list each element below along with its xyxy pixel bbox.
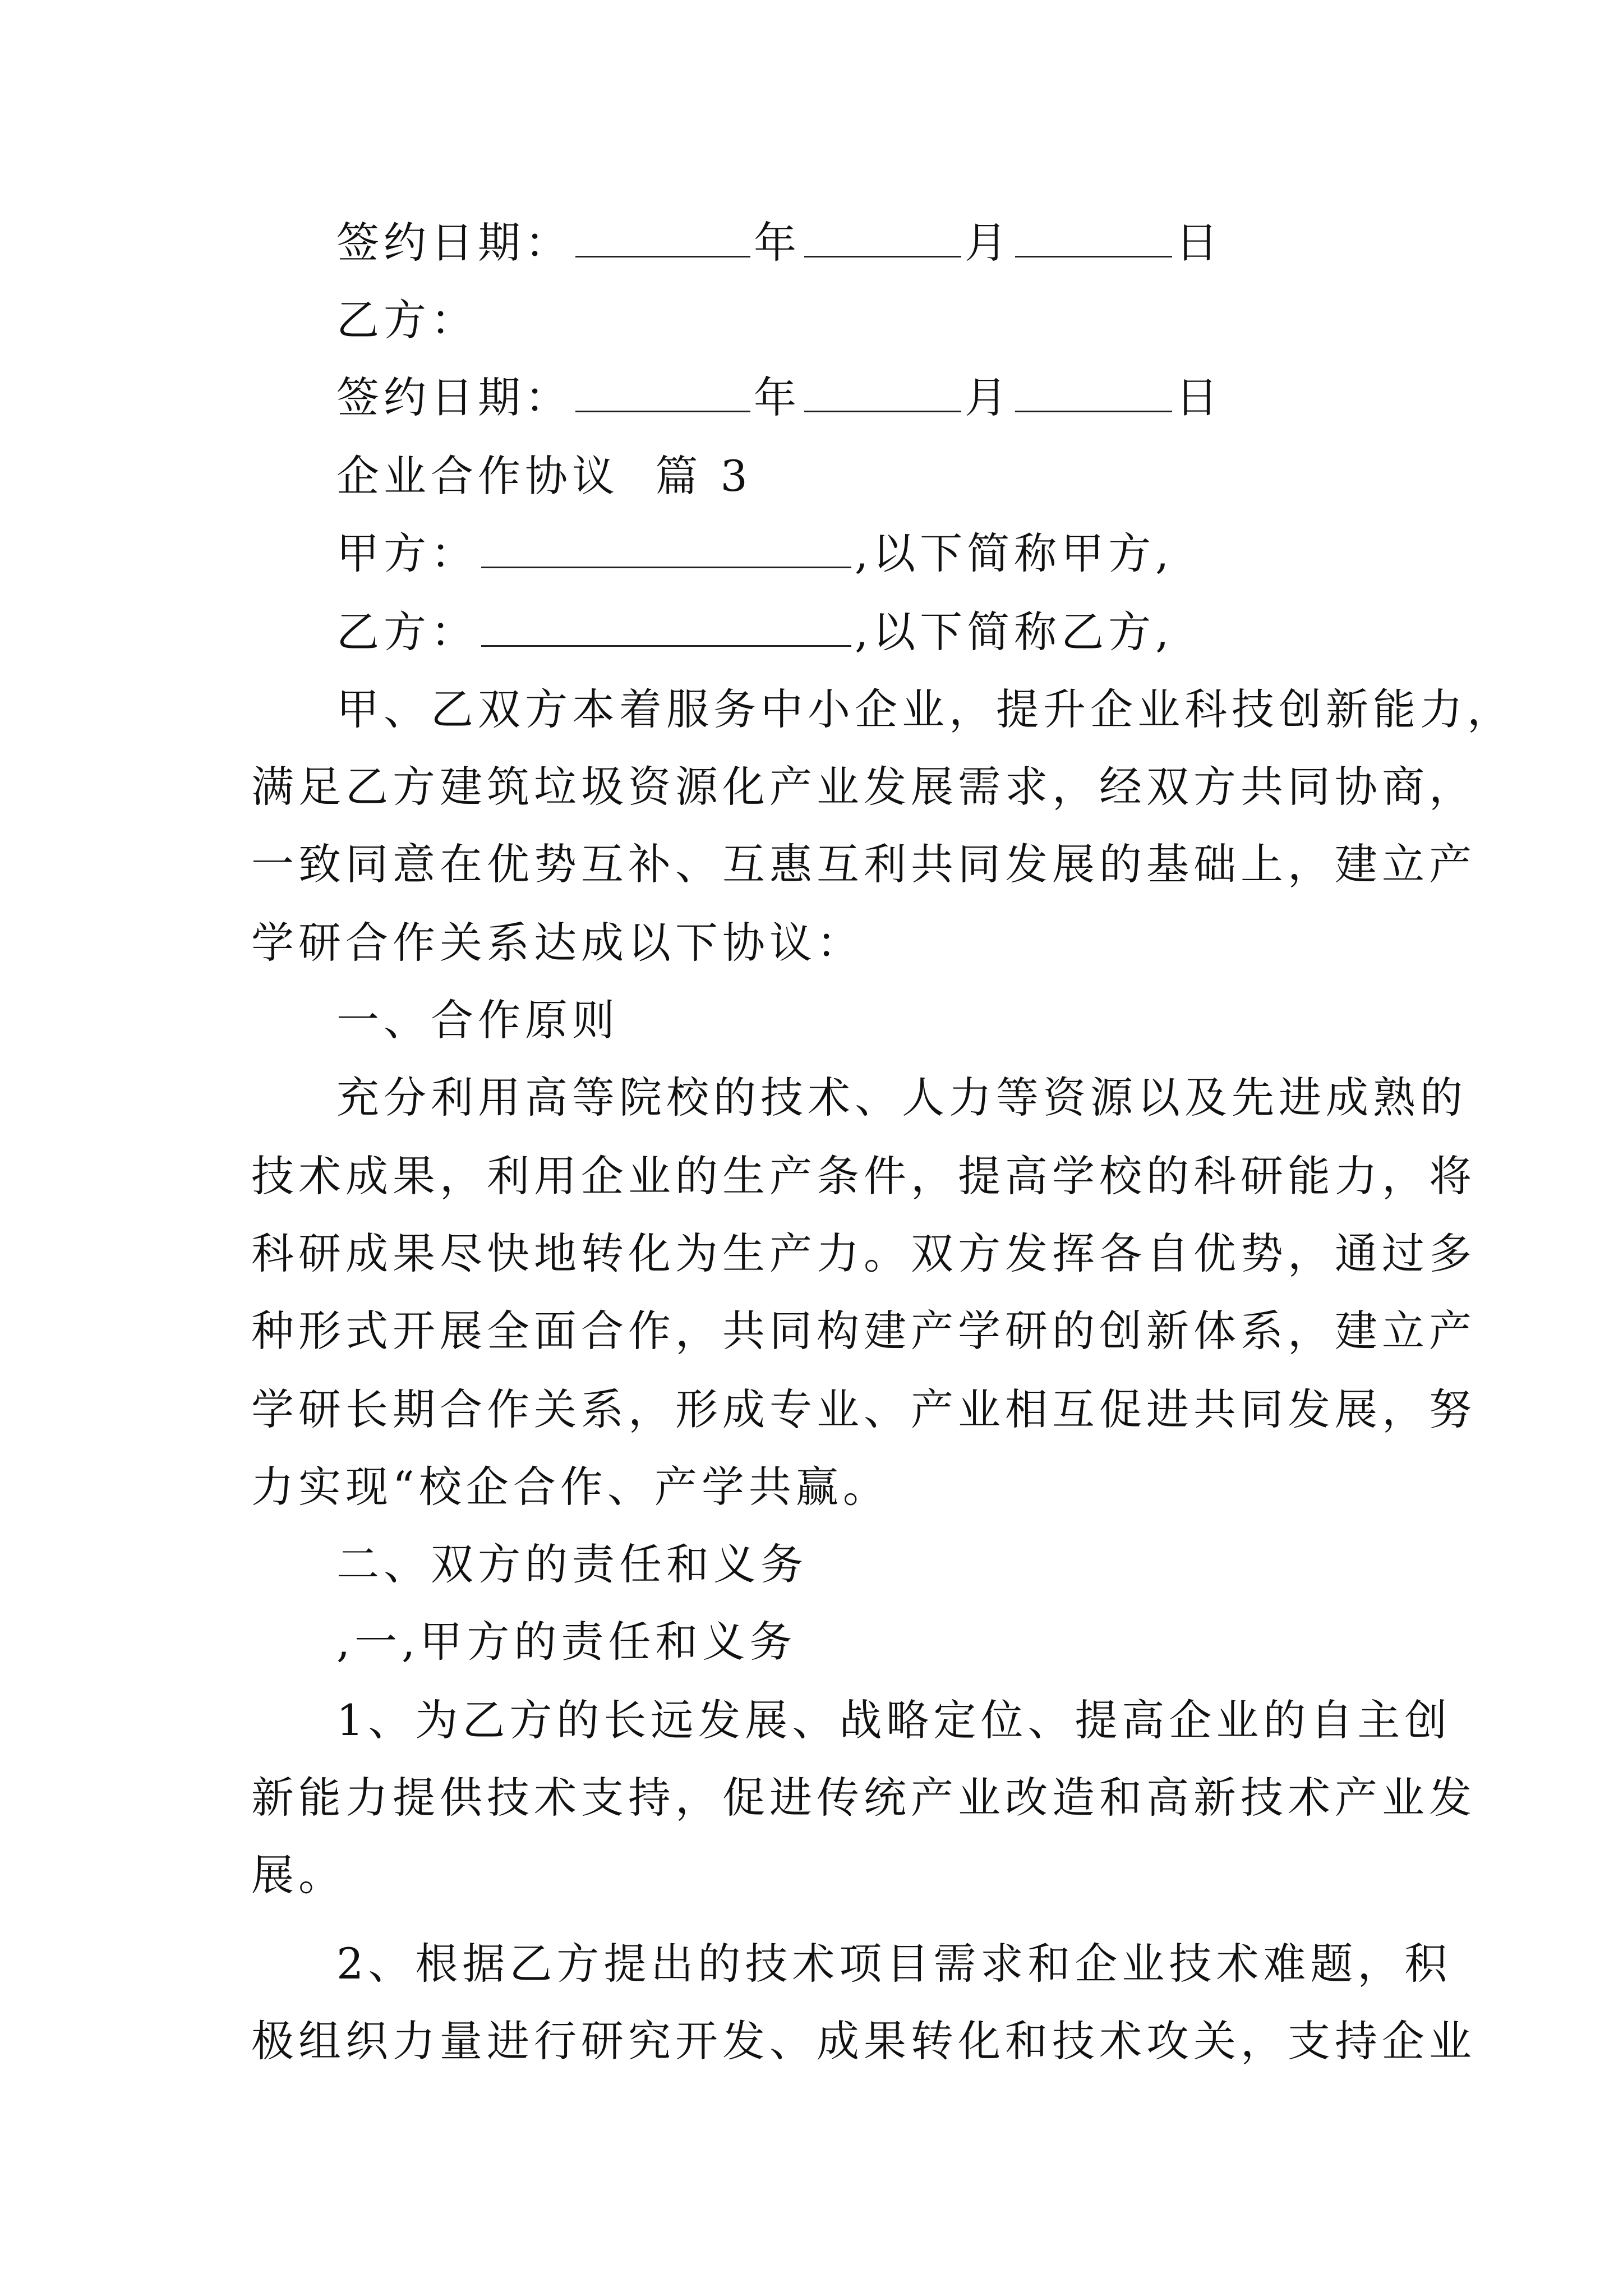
intro-line: 学研合作关系达成以下协议：: [251, 918, 864, 968]
principles-line: 科研成果尽快地转化为生产力。双方发挥各自优势，通过多: [251, 1228, 1476, 1278]
year-blank: [575, 375, 750, 412]
item-1-line: 新能力提供技术支持，促进传统产业改造和高新技术产业发: [251, 1773, 1476, 1823]
heading-cooperation-principles: 一、合作原则: [336, 995, 619, 1045]
party-b-blank: [481, 609, 851, 647]
principles-line: 种形式开展全面合作，共同构建产学研的创新体系，建立产: [251, 1306, 1476, 1356]
year-label: 年: [754, 218, 801, 268]
day-blank: [1015, 220, 1172, 257]
item-2-line: 极组织力量进行研究开发、成果转化和技术攻关，支持企业: [251, 2016, 1476, 2066]
item-2-line: 2、根据乙方提出的技术项目需求和企业技术难题，积: [336, 1939, 1452, 1989]
day-blank: [1015, 375, 1172, 412]
day-label: 日: [1175, 372, 1223, 422]
principles-line: 充分利用高等院校的技术、人力等资源以及先进成熟的: [336, 1073, 1467, 1122]
intro-line: 甲、乙双方本着服务中小企业，提升企业科技创新能力，: [336, 684, 1514, 734]
month-label: 月: [965, 372, 1012, 422]
signing-date-line-2: [336, 371, 1223, 425]
signing-date-label: 签约日期：: [336, 218, 572, 268]
party-b-line: [336, 605, 1173, 659]
party-b-label: 乙方：: [336, 607, 478, 657]
party-b-suffix: ,以下简称乙方,: [855, 607, 1174, 657]
principles-line: 学研长期合作关系，形成专业、产业相互促进共同发展，努: [251, 1384, 1476, 1434]
party-b-label: 乙方：: [336, 295, 478, 345]
year-blank: [575, 220, 750, 257]
party-a-suffix: ,以下简称甲方,: [855, 528, 1174, 578]
party-a-line: [336, 527, 1173, 581]
item-1-line: 1、为乙方的长远发展、战略定位、提高企业的自主创: [336, 1695, 1452, 1745]
section-title: [336, 449, 752, 503]
party-b-signature-line: [336, 293, 478, 347]
year-label: 年: [754, 372, 801, 422]
intro-line: 满足乙方建筑垃圾资源化产业发展需求，经双方共同协商，: [251, 762, 1476, 812]
day-label: 日: [1175, 218, 1223, 268]
signing-date-line-1: [336, 216, 1223, 270]
intro-line: 一致同意在优势互补、互惠互利共同发展的基础上，建立产: [251, 839, 1476, 889]
party-a-label: 甲方：: [336, 528, 478, 578]
section-title-text: 企业合作协议 篇 3: [336, 451, 752, 501]
heading-responsibilities: 二、双方的责任和义务: [336, 1539, 808, 1589]
heading-party-a-responsibilities: ,一,甲方的责任和义务: [336, 1617, 797, 1667]
month-blank: [804, 375, 961, 412]
month-blank: [804, 220, 961, 257]
month-label: 月: [965, 218, 1012, 268]
party-a-blank: [481, 531, 851, 568]
principles-line: 力实现“校企合作、产学共赢。: [251, 1462, 890, 1512]
item-1-line: 展。: [251, 1850, 345, 1900]
principles-line: 技术成果，利用企业的生产条件，提高学校的科研能力，将: [251, 1151, 1476, 1201]
signing-date-label: 签约日期：: [336, 372, 572, 422]
